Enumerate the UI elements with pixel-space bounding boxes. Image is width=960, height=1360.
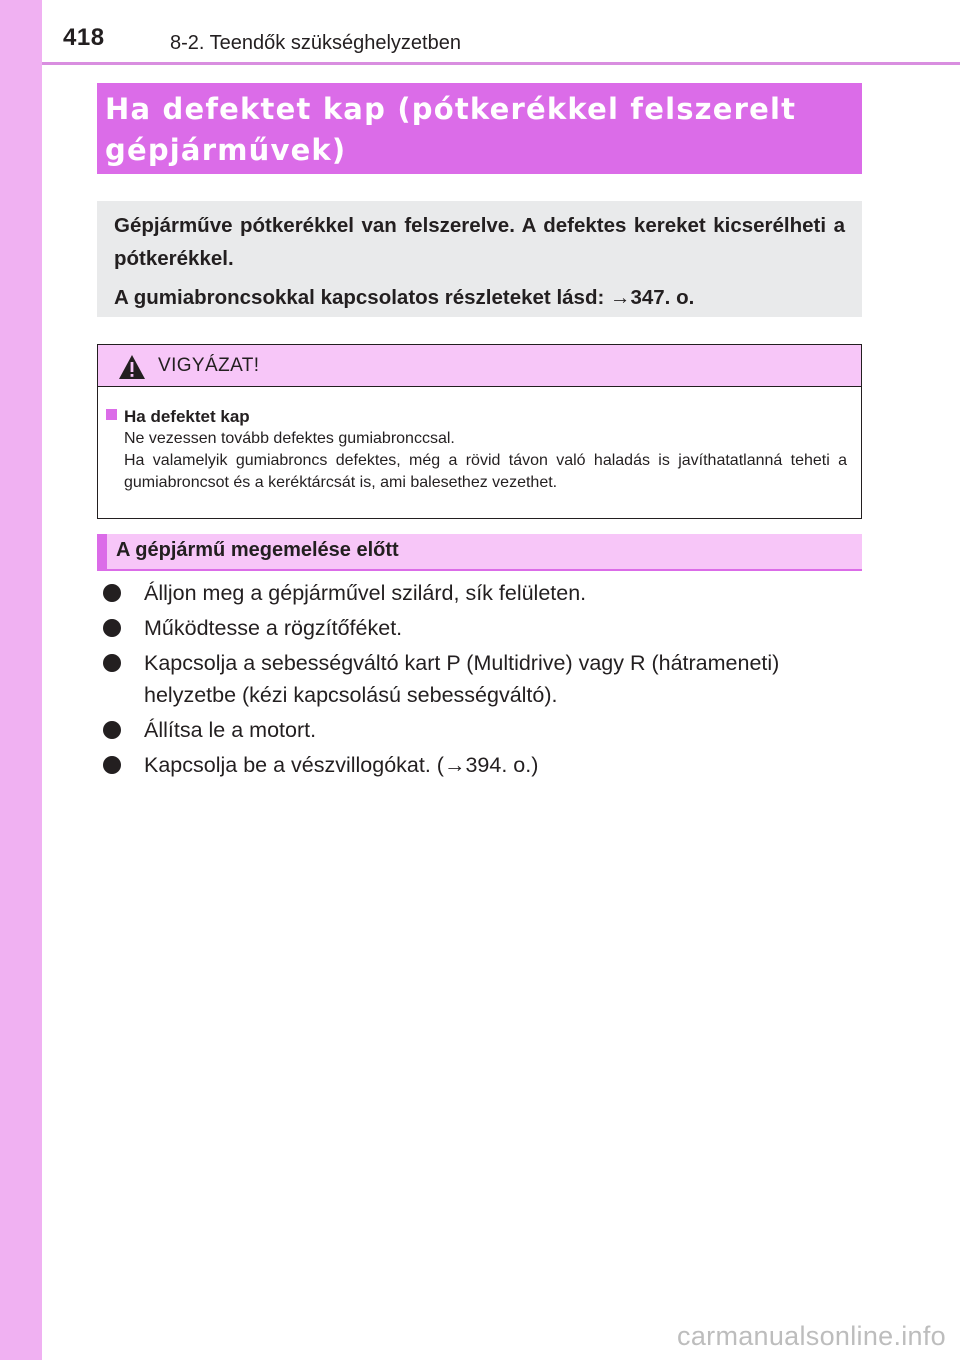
bullet-dot-icon: [103, 721, 121, 739]
square-bullet-icon: [106, 409, 117, 420]
list-item-text: Működtesse a rögzítőféket.: [144, 616, 403, 640]
subsection-heading: [97, 534, 862, 571]
intro-reference: A gumiabroncsokkal kapcsolatos részleteket lásd: →347. o.: [114, 286, 695, 309]
list-item-text: Kapcsolja be a vészvillogókat. (→394. o.): [144, 753, 539, 777]
list-item-text: Állítsa le a motort.: [144, 718, 317, 742]
caution-text-2: Ha valamelyik gumiabroncs defektes, még a rövid távon való haladás is javíthatatlanná teheti a gumiabroncsot és a keréktárcsát is, ami balesethez vezethet.: [124, 452, 847, 491]
title-banner: [97, 83, 862, 174]
list-item: [100, 714, 870, 746]
list-item: [100, 749, 870, 781]
caution-body: [98, 387, 861, 494]
page-number: 418: [63, 24, 105, 51]
list-item: [100, 612, 870, 644]
intro-box: [97, 201, 862, 317]
list-item: [100, 577, 870, 609]
section-label: 8-2. Teendők szükséghelyzetben: [170, 32, 461, 54]
list-item: [100, 647, 870, 711]
caution-box: [97, 344, 862, 519]
header-divider: [42, 62, 960, 65]
caution-subheading: Ha defektet kap: [124, 407, 250, 426]
list-item-text: Kapcsolja a sebességváltó kart P (Multidrive) vagy R (hátrameneti) helyzetbe (kézi kapcsolású sebességváltó).: [144, 651, 780, 707]
watermark: carmanualsonline.info: [677, 1321, 946, 1351]
list-item-text: Álljon meg a gépjárművel szilárd, sík felületen.: [144, 581, 587, 605]
caution-header: [98, 345, 861, 387]
instruction-list: [100, 577, 870, 784]
subsection-heading-text: A gépjármű megemelése előtt: [116, 539, 399, 561]
bullet-dot-icon: [103, 654, 121, 672]
page-title: Ha defektet kap (pótkerékkel felszerelt gépjárművek): [105, 92, 797, 167]
bullet-dot-icon: [103, 756, 121, 774]
caution-text-1: Ne vezessen tovább defektes gumiabronccsal.: [124, 430, 455, 447]
side-color-strip: [0, 0, 42, 1360]
warning-triangle-icon: [118, 354, 146, 380]
intro-text: Gépjárműve pótkerékkel van felszerelve. A defektes kereket kicserélheti a pótkerékkel.: [114, 214, 845, 270]
bullet-dot-icon: [103, 584, 121, 602]
caution-title: VIGYÁZAT!: [158, 355, 260, 376]
bullet-dot-icon: [103, 619, 121, 637]
